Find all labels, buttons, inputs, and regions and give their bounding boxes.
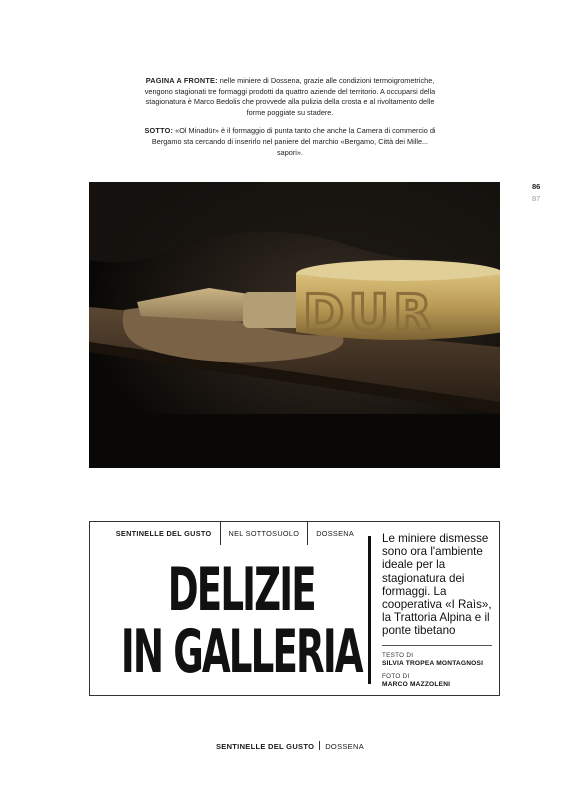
wheel-lettering: DUR: [303, 284, 436, 342]
credits-divider: [382, 645, 492, 646]
footer-place: DOSSENA: [325, 742, 364, 751]
caption-paragraph-1: [140, 76, 440, 118]
feature-box: [89, 521, 500, 696]
headline-line-2: IN GALLERIA: [120, 617, 362, 687]
caption-text-2: «Ol Minadür» è il formaggio di punta tanto che anche la Camera di commercio di Bergamo sta cercando di inserirlo nel paniere del marchio «Bergamo, Città dei Mille... sapori».: [151, 126, 436, 157]
tag-place: DOSSENA: [307, 522, 362, 545]
side-column: [382, 532, 492, 694]
small-cheese-round: [243, 292, 301, 328]
tag-topic: NEL SOTTOSUOLO: [220, 522, 308, 545]
text-credit-author: SILVIA TROPEA MONTAGNOSI: [382, 659, 484, 667]
lede-text: Le miniere dismesse sono ora l'ambiente ideale per la stagionatura dei formaggi. La cooperativa «I Raìs», la Trattoria Alpina e il ponte tibetano: [382, 532, 492, 638]
headline: [108, 555, 375, 687]
photo-caption: [140, 76, 440, 166]
page-number-current: 86: [532, 182, 541, 191]
caption-paragraph-2: [140, 126, 440, 158]
tag-section: SENTINELLE DEL GUSTO: [115, 529, 212, 538]
caption-text-1: nelle miniere di Dossena, grazie alle condizioni termoigrometriche, vengono stagionati tre formaggi prodotti da quattro aziende del territorio. A occuparsi della stagionatura è Marco Bedolis che provvede alla pulizia della crosta e al rivoltamento delle forme poggiate su stadere.: [144, 76, 436, 117]
photo-shadow: [89, 414, 500, 468]
footer-separator: [319, 741, 320, 750]
section-tags: [90, 522, 362, 545]
cheese-photo: [89, 182, 500, 468]
headline-line-1: DELIZIE: [167, 555, 315, 625]
photo-credit-author: MARCO MAZZOLENI: [382, 680, 451, 688]
caption-lead-2: SOTTO:: [144, 126, 174, 136]
caption-lead-1: PAGINA A FRONTE:: [145, 76, 218, 85]
page-number-next: 87: [532, 194, 541, 203]
vertical-divider: [368, 536, 371, 684]
photo-credit-label: FOTO DI: [382, 672, 410, 680]
text-credit-label: TESTO DI: [382, 651, 414, 659]
footer-section: SENTINELLE DEL GUSTO: [215, 742, 315, 751]
page-footer: [0, 741, 580, 751]
